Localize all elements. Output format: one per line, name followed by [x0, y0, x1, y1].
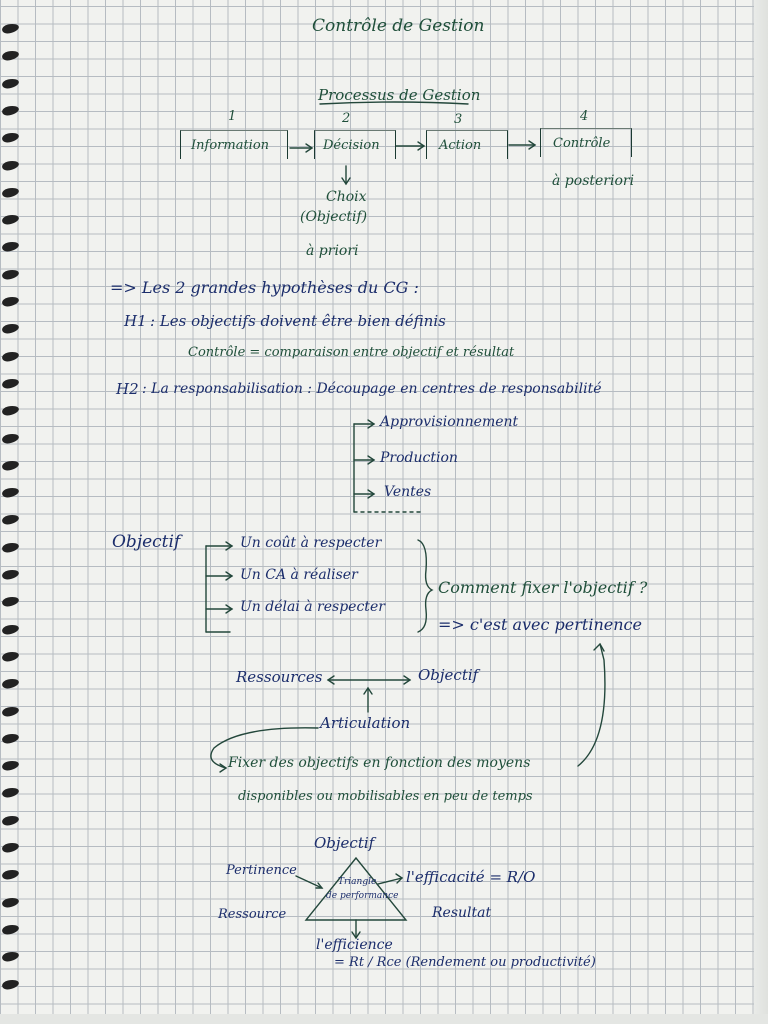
triangle-efficience: l'efficience [316, 937, 393, 953]
step-box-controle [540, 128, 632, 157]
triangle-pertinence: Pertinence [226, 863, 297, 878]
h1-text: : Les objectifs doivent être bien définis [150, 312, 446, 330]
step-number-4: 4 [580, 109, 589, 124]
step-box-decision [314, 130, 396, 159]
choix-label: Choix [326, 189, 367, 205]
step-label-information: Information [191, 138, 270, 153]
a-posteriori-label: à posteriori [552, 173, 635, 189]
objectif-paren: (Objectif) [300, 209, 368, 225]
centre-ventes: Ventes [384, 484, 432, 500]
step-number-2: 2 [342, 111, 351, 126]
a-priori-label: à priori [306, 243, 359, 259]
step-number-1: 1 [228, 109, 237, 124]
objectif-item-delai: Un délai à respecter [240, 599, 385, 615]
triangle-efficacite: l'efficacité = R/O [406, 868, 536, 886]
objectif-label: Objectif [112, 532, 181, 552]
objectif-answer: => c'est avec pertinence [438, 615, 642, 634]
centre-approvisionnement: Approvisionnement [380, 414, 519, 430]
triangle-center-line-2: de performance [326, 891, 399, 901]
articulation-line-1: Fixer des objectifs en fonction des moyens [228, 755, 531, 771]
triangle-ressource: Ressource [218, 907, 287, 922]
h2-text: : La responsabilisation : Découpage en centres de responsabilité [142, 381, 602, 397]
step-label-controle: Contrôle [553, 136, 611, 151]
articulation-line-2: disponibles ou mobilisables en peu de temps [238, 789, 533, 804]
step-box-information [180, 130, 288, 159]
objectif-item-ca: Un CA à réaliser [240, 567, 358, 583]
process-heading: Processus de Gestion [318, 86, 481, 104]
ressources-label: Ressources [236, 668, 323, 686]
step-label-action: Action [439, 138, 482, 153]
page-title: Contrôle de Gestion [312, 16, 485, 36]
triangle-center-line-1: Triangle [338, 877, 377, 887]
triangle-resultat: Resultat [432, 905, 492, 921]
h2-label: H2 [116, 380, 139, 398]
step-box-action [426, 130, 508, 159]
objectif-question: Comment fixer l'objectif ? [438, 578, 648, 597]
h1-label: H1 [124, 312, 147, 330]
step-label-decision: Décision [323, 138, 380, 153]
h1-controle-definition: Contrôle = comparaison entre objectif et résultat [188, 345, 515, 360]
centre-production: Production [380, 450, 458, 466]
objectif-item-cout: Un coût à respecter [240, 535, 382, 551]
articulation-label: Articulation [320, 714, 411, 732]
step-number-3: 3 [454, 112, 463, 127]
hypotheses-intro: => Les 2 grandes hypothèses du CG : [110, 278, 419, 297]
triangle-rendement: = Rt / Rce (Rendement ou productivité) [334, 955, 596, 970]
triangle-objectif: Objectif [314, 834, 375, 852]
articulation-objectif-label: Objectif [418, 666, 479, 684]
